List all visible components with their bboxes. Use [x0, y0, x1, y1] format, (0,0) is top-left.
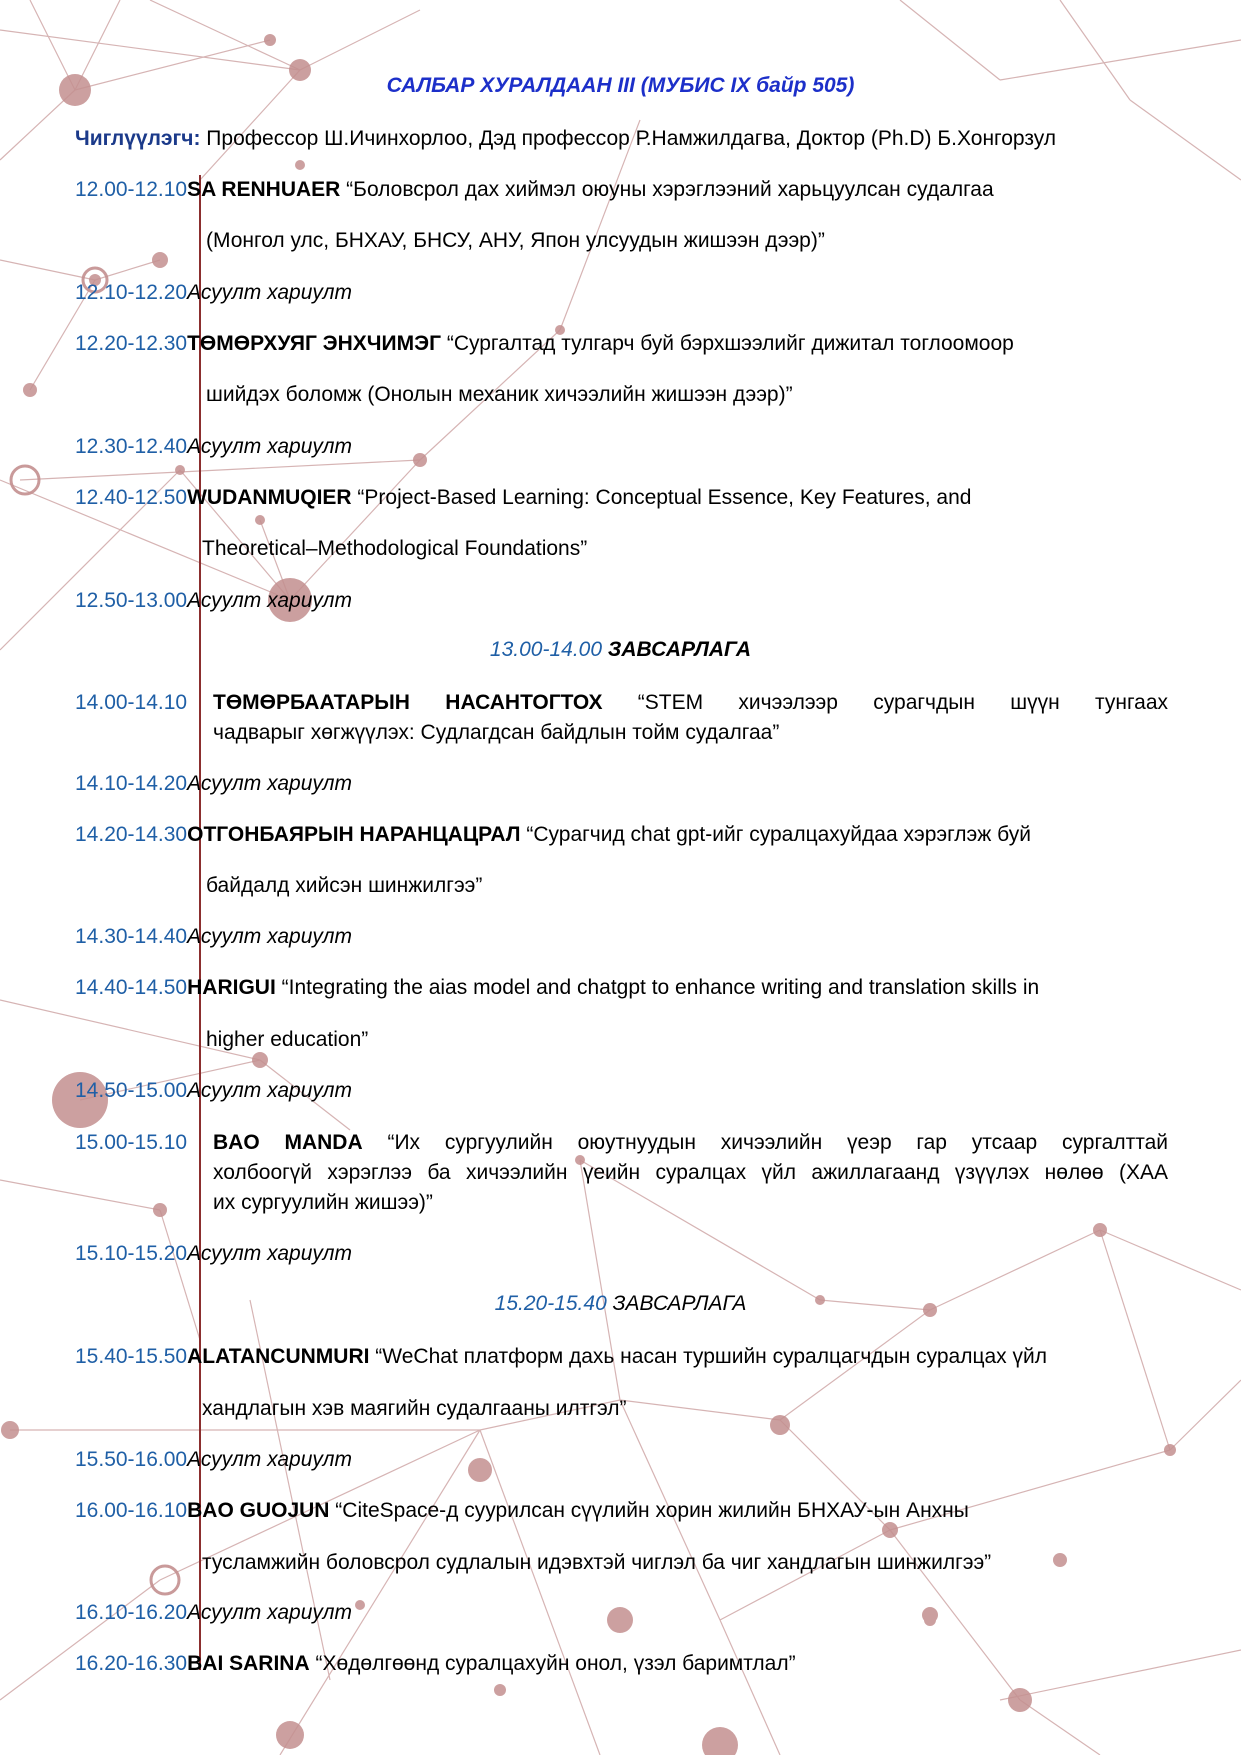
schedule-item — [75, 177, 994, 203]
qa-row — [75, 588, 352, 614]
time-slot: 15.10-15.20 — [75, 1242, 188, 1265]
speaker-name: WUDANMUQIER — [187, 486, 352, 509]
talk-title: “Боловсрол дах хиймэл оюуны хэрэглээний харьцуулсан судалгаа — [340, 178, 994, 201]
schedule-item — [75, 975, 1039, 1001]
talk-title: “Их сургуулийн оюутнуудын хичээлийн үеэр гар утсаар сургалттай — [362, 1131, 1168, 1154]
time-slot: 14.20-14.30 — [75, 823, 188, 846]
time-slot: 12.40-12.50 — [75, 486, 188, 509]
qa-label: Асуулт хариулт — [187, 281, 352, 304]
moderator-line — [75, 127, 1056, 151]
time-slot: 14.10-14.20 — [75, 772, 188, 795]
qa-label: Асуулт хариулт — [187, 772, 352, 795]
time-slot-line — [75, 1130, 187, 1156]
talk-title: “Сургалтад тулгарч буй бэрхшээлийг дижитал тоглоомоор — [441, 332, 1014, 355]
schedule-item — [75, 822, 1031, 848]
talk-title-continuation: чадварыг хөгжүүлэх: Судлагдсан байдлын тойм судалгаа” — [213, 721, 780, 744]
time-slot: 12.50-13.00 — [75, 589, 188, 612]
time-slot: 14.40-14.50 — [75, 976, 188, 999]
qa-label: Асуулт хариулт — [187, 589, 352, 612]
talk-title-continuation: хандлагын хэв маягийн судалгааны илтгэл” — [202, 1397, 627, 1420]
time-slot: 15.50-16.00 — [75, 1448, 188, 1471]
schedule-item-justified — [213, 688, 1168, 718]
talk-title: “Project-Based Learning: Conceptual Essence, Key Features, and — [351, 486, 972, 509]
talk-title-continuation: байдалд хийсэн шинжилгээ” — [206, 874, 483, 897]
talk-title-continuation: холбоогүй хэрэглээ ба хичээлийн үеийн суралцах үйл ажиллагаанд үзүүлэх нөлөө (ХАА — [213, 1161, 1168, 1184]
qa-row — [75, 924, 352, 950]
schedule-item-justified — [213, 1128, 1168, 1158]
time-slot: 16.00-16.10 — [75, 1499, 188, 1522]
talk-title-continuation: шийдэх боломж (Онолын механик хичээлийн жишээн дээр)” — [206, 383, 793, 406]
talk-title-continuation: Theoretical–Methodological Foundations” — [202, 537, 588, 560]
time-slot: 16.10-16.20 — [75, 1601, 188, 1624]
talk-title-continuation: их сургуулийн жишээ)” — [213, 1191, 433, 1214]
schedule-item — [75, 1651, 796, 1677]
moderator-names: Профессор Ш.Ичинхорлоо, Дэд профессор Р.Намжилдагва, Доктор (Ph.D) Б.Хонгорзул — [200, 127, 1057, 150]
talk-title: “Хөдөлгөөнд суралцахуйн онол, үзэл баримтлал” — [309, 1652, 796, 1675]
moderator-label: Чиглүүлэгч: — [75, 127, 201, 150]
speaker-name: BAI SARINA — [187, 1652, 310, 1675]
speaker-name: BAO GUOJUN — [187, 1499, 330, 1522]
speaker-name: BAO MANDA — [213, 1131, 363, 1154]
break-label: ЗАВСАРЛАГА — [607, 638, 752, 661]
break-row — [0, 1292, 1241, 1316]
qa-row — [75, 1600, 352, 1626]
time-slot: 12.20-12.30 — [75, 332, 188, 355]
time-slot: 16.20-16.30 — [75, 1652, 188, 1675]
talk-title: “Сурагчид chat gpt-ийг суралцахуйдаа хэрэглэж буй — [520, 823, 1031, 846]
break-row — [0, 638, 1241, 662]
talk-title: “WeChat платформ дахь насан туршийн суралцагчдын суралцах үйл — [369, 1345, 1047, 1368]
session-title: САЛБАР ХУРАЛДААН III (МУБИС IX байр 505) — [386, 74, 855, 97]
talk-title: “CiteSpace-д суурилсан сүүлийн хорин жилийн БНХАУ-ын Анхны — [329, 1499, 969, 1522]
qa-label: Асуулт хариулт — [187, 925, 352, 948]
qa-label: Асуулт хариулт — [187, 1601, 352, 1624]
time-slot: 15.40-15.50 — [75, 1345, 188, 1368]
time-slot: 14.00-14.10 — [75, 691, 188, 714]
break-time: 13.00-14.00 — [489, 638, 603, 661]
schedule-item — [75, 1498, 969, 1524]
schedule-item — [75, 1344, 1047, 1370]
talk-title: “Integrating the aias model and chatgpt to enhance writing and translation skills in — [275, 976, 1040, 999]
qa-row — [75, 434, 352, 460]
speaker-name: ALATANCUNMURI — [187, 1345, 370, 1368]
time-slot: 12.30-12.40 — [75, 435, 188, 458]
time-slot: 12.10-12.20 — [75, 281, 188, 304]
schedule-item — [75, 485, 971, 511]
qa-row — [75, 280, 352, 306]
schedule-item — [75, 331, 1014, 357]
qa-label: Асуулт хариулт — [187, 1448, 352, 1471]
break-time: 15.20-15.40 — [494, 1292, 607, 1315]
speaker-name: ТӨМӨРХУЯГ ЭНХЧИМЭГ — [187, 332, 441, 355]
qa-row — [75, 1241, 352, 1267]
talk-title-continuation: higher education” — [206, 1028, 369, 1051]
qa-label: Асуулт хариулт — [187, 1242, 352, 1265]
time-slot-line — [75, 690, 187, 716]
time-slot: 14.30-14.40 — [75, 925, 188, 948]
speaker-name: ТӨМӨРБААТАРЫН НАСАНТОГТОХ — [213, 691, 603, 714]
qa-row — [75, 1447, 352, 1473]
talk-title-continuation: тусламжийн боловсрол судлалын идэвхтэй чиглэл ба чиг хандлагын шинжилгээ” — [202, 1551, 992, 1574]
time-slot: 15.00-15.10 — [75, 1131, 188, 1154]
time-slot: 14.50-15.00 — [75, 1079, 188, 1102]
break-label: ЗАВСАРЛАГА — [612, 1292, 747, 1315]
talk-title-continuation: (Монгол улс, БНХАУ, БНСУ, АНУ, Япон улсуудын жишээн дээр)” — [206, 229, 825, 252]
time-slot: 12.00-12.10 — [75, 178, 188, 201]
talk-title: “STEM хичээлээр сурагчдын шүүн тунгаах — [602, 691, 1169, 714]
qa-row — [75, 1078, 352, 1104]
speaker-name: HARIGUI — [187, 976, 276, 999]
speaker-name: ОТГОНБАЯРЫН НАРАНЦАЦРАЛ — [187, 823, 521, 846]
qa-label: Асуулт хариулт — [187, 435, 352, 458]
qa-label: Асуулт хариулт — [187, 1079, 352, 1102]
speaker-name: SA RENHUAER — [187, 178, 341, 201]
qa-row — [75, 771, 352, 797]
